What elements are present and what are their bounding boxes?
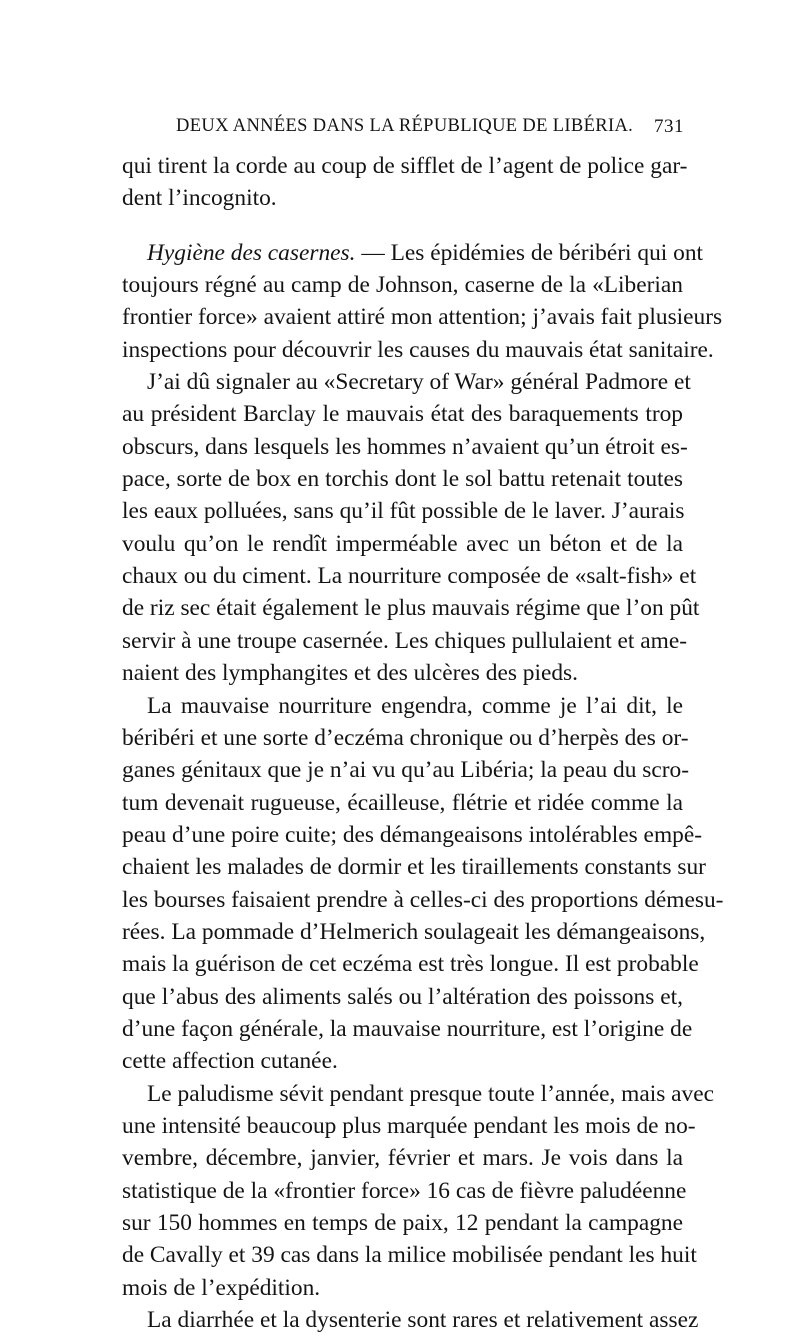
text-line: dent l’incognito. xyxy=(122,185,277,212)
page-number: 731 xyxy=(654,116,684,137)
text-line: que l’abus des aliments salés ou l’altération des poissons et, xyxy=(122,983,683,1010)
text-line: Le paludisme sévit pendant presque toute l’année, mais avec xyxy=(147,1080,715,1107)
text-line: les eaux polluées, sans qu’il fût possible de le laver. J’aurais xyxy=(122,498,685,525)
text-line: voulu qu’on le rendît imperméable avec un béton et de la xyxy=(122,530,683,557)
text-line: qui tirent la corde au coup de sifflet de l’agent de police gar- xyxy=(122,153,688,179)
text-line: béribéri et une sorte d’eczéma chronique ou d’herpès des or- xyxy=(122,724,689,751)
heading-continuation: — Les épidémies de béribéri qui ont xyxy=(355,239,704,266)
text-line: sur 150 hommes en temps de paix, 12 pendant la campagne xyxy=(122,1210,683,1236)
text-line: obscurs, dans lesquels les hommes n’avaient qu’un étroit es- xyxy=(122,433,688,460)
text-line: statistique de la «frontier force» 16 cas de fièvre paludéenne xyxy=(122,1177,687,1204)
text-line: de riz sec était également le plus mauvais régime que l’on pût xyxy=(122,595,700,622)
text-line: toujours régné au camp de Johnson, caserne de la «Liberian xyxy=(122,272,683,299)
text-line: frontier force» avaient attiré mon attention; j’avais fait plusieurs xyxy=(122,304,723,331)
text-line: au président Barclay le mauvais état des baraquements trop xyxy=(122,401,683,428)
body-text xyxy=(122,150,724,1336)
running-head xyxy=(176,116,684,144)
text-line: J’ai dû signaler au «Secretary of War» général Padmore et xyxy=(147,369,691,396)
text-line: rées. La pommade d’Helmerich soulageait les démangeaisons, xyxy=(122,918,706,945)
text-line: une intensité beaucoup plus marquée pendant les mois de no- xyxy=(122,1112,696,1139)
text-line: mais la guérison de cet eczéma est très longue. Il est probable xyxy=(122,951,699,978)
text-line: de Cavally et 39 cas dans la milice mobilisée pendant les huit xyxy=(122,1242,697,1269)
text-line: chaient les malades de dormir et les tiraillements constants sur xyxy=(122,854,706,881)
text-line: vembre, décembre, janvier, février et mars. Je vois dans la xyxy=(122,1145,683,1172)
text-line: La diarrhée et la dysenterie sont rares et relativement assez xyxy=(147,1307,699,1334)
text-line: les bourses faisaient prendre à celles-ci des proportions démesu- xyxy=(122,886,724,913)
running-title: DEUX ANNÉES DANS LA RÉPUBLIQUE DE LIBÉRIA. xyxy=(176,116,634,136)
text-line: servir à une troupe casernée. Les chiques pullulaient et ame- xyxy=(122,627,688,654)
text-line: naient des lymphangites et des ulcères des pieds. xyxy=(122,660,578,687)
text-line: pace, sorte de box en torchis dont le sol battu retenait toutes xyxy=(122,466,683,493)
text-line: La mauvaise nourriture engendra, comme je l’ai dit, le xyxy=(147,692,683,719)
text-line: d’une façon générale, la mauvaise nourriture, est l’origine de xyxy=(122,1015,693,1042)
text-line: chaux ou du ciment. La nourriture composée de «salt-fish» et xyxy=(122,563,697,590)
paragraph-gap xyxy=(122,215,683,237)
text-line: ganes génitaux que je n’ai vu qu’au Libéria; la peau du scro- xyxy=(122,757,690,784)
text-line: inspections pour découvrir les causes du mauvais état sanitaire. xyxy=(122,336,714,363)
text-line: peau d’une poire cuite; des démangeaisons intolérables empê- xyxy=(122,821,703,848)
text-line: mois de l’expédition. xyxy=(122,1274,321,1301)
text-line: cette affection cutanée. xyxy=(122,1048,338,1075)
text-line: tum devenait rugueuse, écailleuse, flétrie et ridée comme la xyxy=(122,789,683,816)
section-heading: Hygiène des casernes. xyxy=(147,239,356,266)
text-line xyxy=(122,237,704,269)
